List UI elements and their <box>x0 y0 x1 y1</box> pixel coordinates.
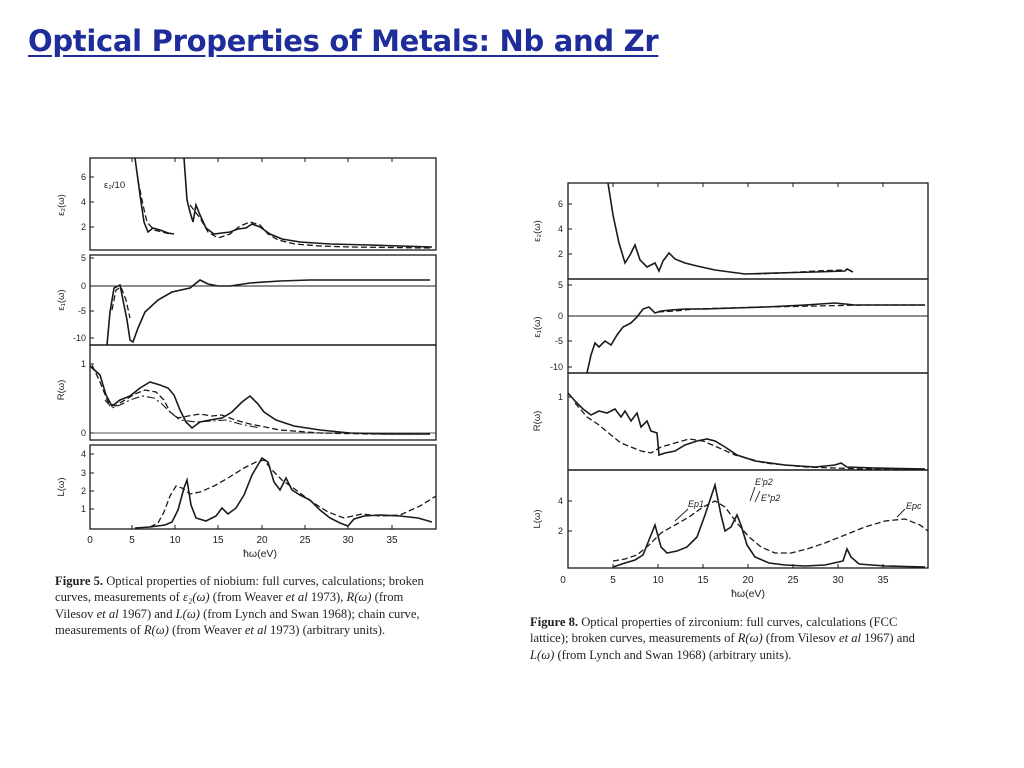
reflectivity-measured-curve <box>575 403 925 469</box>
fig5-p4-ytick: 1 <box>80 504 86 514</box>
fig8-xtick: 25 <box>787 575 799 586</box>
figure-8-caption-label: Figure 8. <box>530 615 579 629</box>
fig8-annotation-ep2-prime: E′p2 <box>755 477 773 487</box>
fig5-xlabel: ħω(eV) <box>243 548 277 560</box>
fig8-p2-ytick: -5 <box>554 336 563 346</box>
fig8-xtick: 15 <box>697 575 709 586</box>
fig5-xtick: 15 <box>212 535 224 546</box>
fig8-xtick: 20 <box>742 575 754 586</box>
fig8-reflectivity-ylabel: R(ω) <box>532 410 543 432</box>
fig5-p2-ytick: -5 <box>77 306 86 316</box>
reflectivity-chain-curve <box>105 396 260 428</box>
loss-function-panel <box>568 470 928 568</box>
fig8-xtick: 35 <box>877 575 889 586</box>
reflectivity-measured-curve <box>92 365 430 434</box>
fig5-xtick: 25 <box>299 535 311 546</box>
epsilon1-panel <box>90 255 436 345</box>
slide-title: Optical Properties of Metals: Nb and Zr <box>28 24 659 58</box>
fig5-xtick: 35 <box>386 535 398 546</box>
fig5-p3-ytick: 1 <box>80 359 86 369</box>
fig8-xlabel: ħω(eV) <box>731 588 765 600</box>
epsilon1-calc-curve <box>107 280 430 345</box>
loss-calc-curve <box>135 458 432 528</box>
fig8-epsilon2-ylabel: ε₂(ω) <box>532 220 543 242</box>
figure-8-caption-text: Optical properties of zirconium: full curves, calculations (FCC lattice); broken curves, measurements of R(ω) (from Vilesov et al 1967) and L(ω) (from Lynch and Swan 1968) (arbitrary units). <box>530 615 915 662</box>
fig5-xtick: 20 <box>256 535 268 546</box>
fig8-xtick: 30 <box>832 575 844 586</box>
figure-5-caption-text: Optical properties of niobium: full curves, calculations; broken curves, measurements of ε₂(ω) (from Weaver et al 1973), R(ω) (from Vilesov et al 1967) and L(ω) (from Lynch and Swan 1968); chain curve, measurements of R(ω) (from Weaver et al 1973) (arbitrary units). <box>55 574 424 638</box>
epsilon1-calc-curve <box>587 303 925 373</box>
fig5-p1-ytick: 6 <box>80 172 86 182</box>
fig5-p2-ytick: 5 <box>80 253 86 263</box>
fig5-p1-ytick: 2 <box>80 222 86 232</box>
epsilon2-calc-curve <box>135 158 432 247</box>
fig5-p4-ytick: 3 <box>80 468 86 478</box>
figure-8-plot <box>525 175 935 610</box>
fig5-xtick: 30 <box>342 535 354 546</box>
fig8-annotation-ep1: Ep1 <box>688 499 705 509</box>
fig8-p2-ytick: 5 <box>557 280 563 290</box>
loss-measured-curve <box>613 501 928 561</box>
fig5-xtick: 10 <box>169 535 181 546</box>
fig5-p2-ytick: -10 <box>72 333 86 343</box>
fig5-p1-ytick: 4 <box>80 197 86 207</box>
fig5-p4-ytick: 2 <box>80 486 86 496</box>
fig5-reflectivity-ylabel: R(ω) <box>56 379 67 401</box>
fig8-p2-ytick: -10 <box>549 362 563 372</box>
fig5-annotation-eps2-over-10: ε₂/10 <box>104 180 126 191</box>
fig8-p1-ytick: 6 <box>557 199 563 209</box>
epsilon2-panel <box>568 183 928 279</box>
fig5-xtick: 5 <box>129 535 135 546</box>
loss-measured-curve <box>150 460 436 527</box>
figure-5-caption <box>55 573 443 639</box>
fig8-xtick: 10 <box>652 575 664 586</box>
figure-8-caption <box>530 614 934 663</box>
fig8-xtick: 0 <box>560 575 566 586</box>
fig8-xtick: 5 <box>610 575 616 586</box>
epsilon1-panel <box>568 279 928 373</box>
fig8-annotation-ep2-double-prime: E″p2 <box>761 493 781 503</box>
fig5-epsilon1-ylabel: ε₁(ω) <box>56 289 67 311</box>
fig8-p4-ytick: 2 <box>557 526 563 536</box>
fig8-annotation-epc: Epc <box>906 501 922 511</box>
fig5-epsilon2-ylabel: ε₂(ω) <box>56 194 67 216</box>
fig5-p3-ytick: 0 <box>80 428 86 438</box>
fig5-xtick: 0 <box>87 535 93 546</box>
fig5-p2-ytick: 0 <box>80 281 86 291</box>
epsilon2-measured-curve <box>138 180 432 248</box>
fig8-loss-ylabel: L(ω) <box>532 509 543 529</box>
fig8-p4-ytick: 4 <box>557 496 563 506</box>
fig8-epsilon1-ylabel: ε₁(ω) <box>532 316 543 338</box>
reflectivity-panel <box>568 373 928 470</box>
fig8-p1-ytick: 4 <box>557 224 563 234</box>
fig5-p4-ytick: 4 <box>80 449 86 459</box>
fig5-loss-ylabel: L(ω) <box>56 477 67 497</box>
reflectivity-panel <box>90 345 436 440</box>
epsilon2-calc-curve <box>608 183 853 274</box>
figure-5-plot <box>50 150 450 570</box>
reflectivity-calc-curve <box>90 366 430 434</box>
fig8-p2-ytick: 0 <box>557 311 563 321</box>
figure-5-caption-label: Figure 5. <box>55 574 104 588</box>
fig8-p1-ytick: 2 <box>557 249 563 259</box>
fig8-p3-ytick: 1 <box>557 392 563 402</box>
